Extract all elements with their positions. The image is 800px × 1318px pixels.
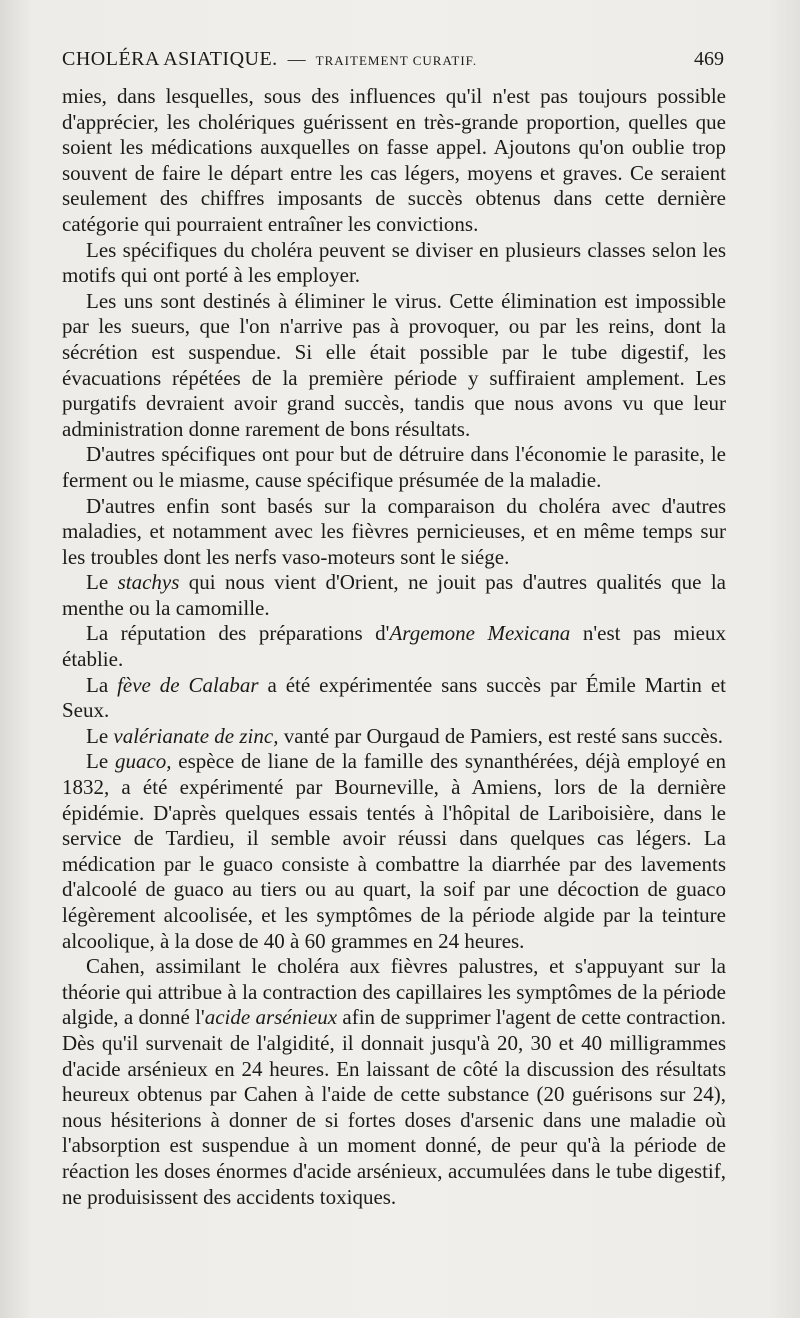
header-dash: — <box>287 49 306 69</box>
running-header <box>62 48 724 71</box>
paragraph <box>62 749 726 954</box>
text-segment: espèce de liane de la famille des synanthérées, déjà employé en 1832, a été expérimenté par Bourneville, à Amiens, lors de la dernière épidémie. D'après quelques essais tentés à l'hôpital de Lariboisière, dans le service de Tardieu, il semble avoir réussi dans quelques cas légers. La médication par le guaco consiste à combattre la diarrhée par des lavements d'alcoolé de guaco au tiers ou au quart, la soif par une décoction de guaco légèrement alcoolisée, et les symptômes de la période algide par la teinture alcoolique, à la dose de 40 à 60 grammes en 24 heures. <box>62 749 726 953</box>
text-segment: n'est pas mieux établie. <box>62 621 726 672</box>
paragraph <box>62 724 726 750</box>
paragraph <box>62 84 726 238</box>
text-segment: Cahen, assimilant le choléra aux fièvres palustres, et s'appuyant sur la théorie qui attribue à la contraction des capillaires les symptômes de la période algide, a donné l' <box>62 954 726 1030</box>
paragraph <box>62 238 726 289</box>
text-segment: Les spécifiques du choléra peuvent se diviser en plusieurs classes selon les motifs qui ont porté à les employer. <box>62 237 726 288</box>
paragraph <box>62 621 726 672</box>
italic-term: acide arsénieux <box>204 1005 338 1030</box>
text-segment: D'autres enfin sont basés sur la comparaison du choléra avec d'autres maladies, et notamment avec les fièvres pernicieuses, et en même temps sur les troubles dont les nerfs vaso-moteurs sont le siége. <box>62 493 726 569</box>
italic-term: stachys <box>117 570 180 595</box>
paragraph <box>62 289 726 443</box>
text-segment: a été expérimentée sans succès par Émile Martin et Seux. <box>62 672 726 723</box>
running-title: CHOLÉRA ASIATIQUE. <box>62 48 278 70</box>
paragraph <box>62 442 726 493</box>
text-segment: Les uns sont destinés à éliminer le virus. Cette élimination est impossible par les sueurs, que l'on n'arrive pas à provoquer, ou par les reins, dont la sécrétion est suspendue. Si elle était possible par le tube digestif, les évacuations répétées de la première période y suffiraient amplement. Les purgatifs devraient avoir grand succès, tandis que nous avons vu que leur administration donne rarement de bons résultats. <box>62 288 726 441</box>
text-segment: vanté par Ourgaud de Pamiers, est resté sans succès. <box>278 723 724 748</box>
body-text <box>62 84 726 1210</box>
text-segment: D'autres spécifiques ont pour but de détruire dans l'économie le parasite, le ferment ou le miasme, cause spécifique présumée de la maladie. <box>62 442 726 492</box>
text-segment: mies, dans lesquelles, sous des influences qu'il n'est pas toujours possible d'apprécier, les cholériques guérissent en très-grande proportion, quelles que soient les médications auxquelles on fasse appel. Ajoutons qu'on oublie trop souvent de faire le départ entre les cas légers, moyens et graves. Ce seraient seulement des chiffres imposants de succès obtenus dans cette dernière catégorie qui pourraient entraîner les convictions. <box>62 84 726 236</box>
italic-term: fève de Calabar <box>117 672 259 697</box>
text-segment: Le <box>86 749 115 774</box>
running-subtitle: TRAITEMENT CURATIF. <box>315 53 478 68</box>
text-segment: qui nous vient d'Orient, ne jouit pas d'autres qualités que la menthe ou la camomille. <box>62 570 727 620</box>
page-number: 469 <box>694 48 724 70</box>
italic-term: Argemone Mexicana <box>389 621 571 646</box>
text-segment: La réputation des préparations d' <box>86 621 390 646</box>
paragraph <box>62 673 726 724</box>
italic-term: valérianate de zinc, <box>113 723 279 748</box>
paragraph <box>62 494 726 571</box>
paragraph <box>62 954 726 1210</box>
text-segment: afin de supprimer l'agent de cette contraction. Dès qu'il survenait de l'algidité, il donnait jusqu'à 20, 30 et 40 milligrammes d'acide arsénieux en 24 heures. En laissant de côté la discussion des résultats heureux obtenus par Cahen à l'aide de cette substance (20 guérisons sur 24), nous hésiterions à donner de si fortes doses d'arsenic dans une maladie où l'absorption est suspendue à un moment donné, de peur qu'à la période de réaction les doses énormes d'acide arsénieux, accumulées dans le tube digestif, ne produisissent des accidents toxiques. <box>62 1005 726 1209</box>
text-segment: Le <box>86 723 114 748</box>
text-segment: La <box>86 672 118 697</box>
italic-term: guaco, <box>114 749 172 774</box>
text-segment: Le <box>86 570 118 595</box>
paragraph <box>62 570 726 621</box>
